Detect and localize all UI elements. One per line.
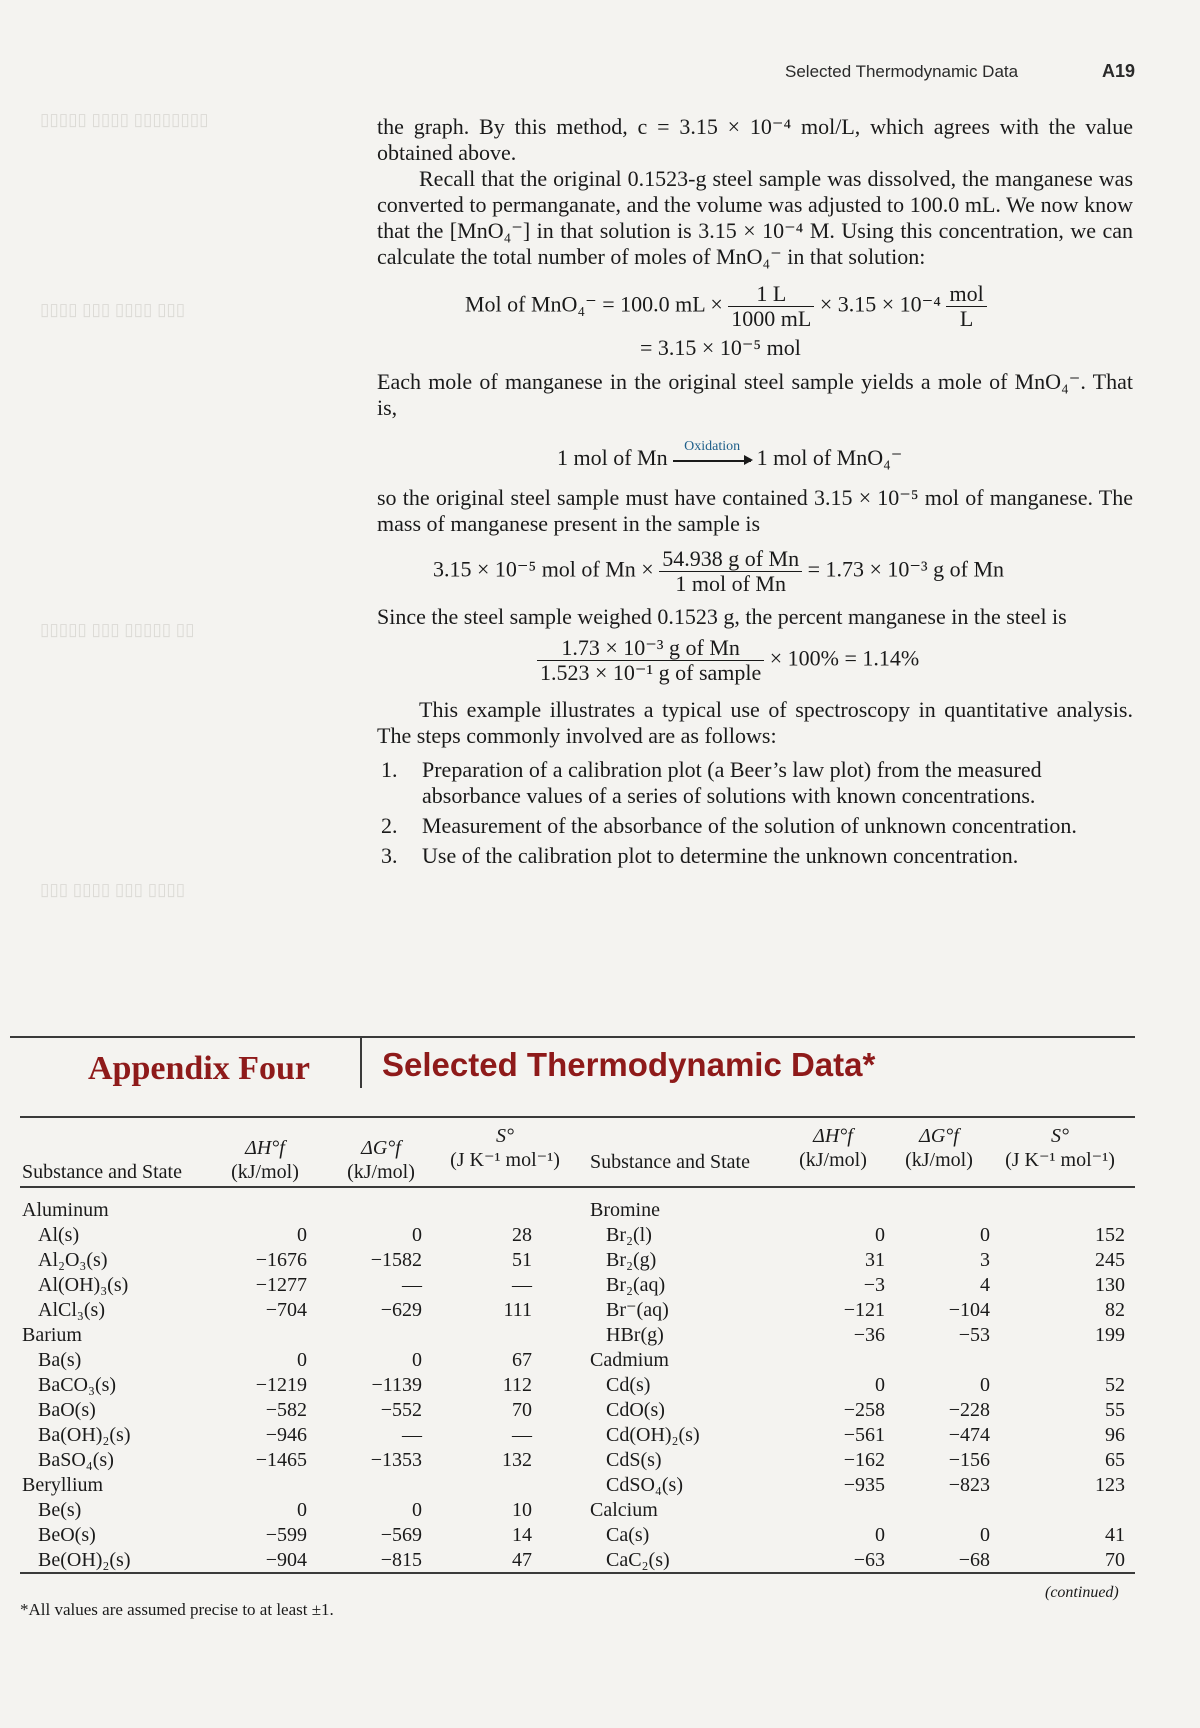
running-header xyxy=(760,58,1140,86)
column-header-substance: Substance and State xyxy=(22,1161,182,1183)
list-number: 1. xyxy=(381,757,398,782)
appendix-label: Appendix Four xyxy=(88,1050,310,1087)
reaction-arrow xyxy=(673,439,751,462)
enthalpy-value: −561 xyxy=(843,1424,885,1446)
substance-name: BeO(s) xyxy=(38,1524,96,1546)
enthalpy-value: −1219 xyxy=(255,1374,307,1396)
bleed-through-text: ▯▯▯▯▯ ▯▯▯ ▯▯▯▯▯ ▯▯ xyxy=(40,620,195,639)
substance-name: BaCO₃(s) xyxy=(38,1374,117,1396)
entropy-value: 111 xyxy=(503,1299,532,1321)
header-unit: (kJ/mol) xyxy=(347,1161,415,1183)
equation-term: 3.15 × 10⁻⁵ mol of Mn × xyxy=(433,556,654,582)
gibbs-value: −53 xyxy=(958,1324,990,1346)
paragraph: the graph. By this method, c = 3.15 × 10⁻⁴ mol/L, which agrees with the value obtained above. xyxy=(377,114,1133,165)
entropy-value: 130 xyxy=(1095,1274,1125,1296)
column-header-enthalpy xyxy=(790,1124,876,1172)
element-group-name: Bromine xyxy=(590,1199,660,1221)
enthalpy-value: −63 xyxy=(853,1549,885,1571)
section-rule xyxy=(10,1036,1135,1038)
substance-name: AlCl₃(s) xyxy=(38,1299,105,1321)
substance-name: Be(OH)₂(s) xyxy=(38,1549,131,1571)
table-row xyxy=(590,1373,1135,1398)
table-row xyxy=(590,1273,1135,1298)
entropy-value: 67 xyxy=(512,1349,532,1371)
table-row xyxy=(590,1548,1135,1573)
list-text: Measurement of the absorbance of the solution of unknown concentration. xyxy=(422,813,1077,838)
substance-name: Al₂O₃(s) xyxy=(38,1249,108,1271)
entropy-value: — xyxy=(512,1274,532,1296)
gibbs-value: −104 xyxy=(948,1299,990,1321)
column-header-entropy xyxy=(440,1124,570,1172)
gibbs-value: 0 xyxy=(412,1224,422,1246)
equation-term: × 3.15 × 10⁻⁴ xyxy=(819,291,941,317)
element-group-name: Cadmium xyxy=(590,1349,669,1371)
header-unit: (kJ/mol) xyxy=(799,1149,867,1171)
steps-list xyxy=(377,757,1133,869)
header-unit: (kJ/mol) xyxy=(905,1149,973,1171)
enthalpy-value: 0 xyxy=(297,1349,307,1371)
arrow-icon xyxy=(673,460,751,462)
table-rule-top xyxy=(20,1116,1135,1118)
fraction xyxy=(537,636,764,685)
substance-name: Be(s) xyxy=(38,1499,82,1521)
table-row xyxy=(22,1348,582,1373)
table-row xyxy=(590,1473,1135,1498)
fraction-denominator: 1.523 × 10⁻¹ g of sample xyxy=(540,660,762,685)
entropy-value: 132 xyxy=(502,1449,532,1471)
entropy-value: 152 xyxy=(1095,1224,1125,1246)
entropy-value: 123 xyxy=(1095,1474,1125,1496)
entropy-value: 10 xyxy=(512,1499,532,1521)
entropy-value: 96 xyxy=(1105,1424,1125,1446)
entropy-value: 41 xyxy=(1105,1524,1125,1546)
appendix-title: Selected Thermodynamic Data* xyxy=(382,1046,876,1083)
table-row xyxy=(22,1223,582,1248)
enthalpy-value: 31 xyxy=(865,1249,885,1271)
enthalpy-value: −1676 xyxy=(255,1249,307,1271)
entropy-value: 245 xyxy=(1095,1249,1125,1271)
enthalpy-value: 0 xyxy=(875,1524,885,1546)
header-symbol: ΔG°f xyxy=(919,1125,959,1147)
table-row xyxy=(590,1248,1135,1273)
enthalpy-value: −3 xyxy=(863,1274,885,1296)
enthalpy-value: −121 xyxy=(843,1299,885,1321)
entropy-value: 70 xyxy=(1105,1549,1125,1571)
gibbs-value: — xyxy=(402,1274,422,1296)
element-group-name: Aluminum xyxy=(22,1199,109,1221)
list-text: Preparation of a calibration plot (a Beer’s law plot) from the measured absorbance values of a series of solutions with known concentrations. xyxy=(422,757,1042,808)
gibbs-value: 4 xyxy=(980,1274,990,1296)
equation-mass-manganese xyxy=(433,547,1133,596)
fraction-numerator: mol xyxy=(946,282,986,307)
table-row xyxy=(590,1448,1135,1473)
enthalpy-value: 0 xyxy=(297,1224,307,1246)
paragraph: so the original steel sample must have contained 3.15 × 10⁻⁵ mol of manganese. The mass of manganese present in the sample is xyxy=(377,485,1133,536)
substance-name: Cd(OH)₂(s) xyxy=(606,1424,700,1446)
fraction-numerator: 1.73 × 10⁻³ g of Mn xyxy=(537,636,764,661)
arrow-label: Oxidation xyxy=(684,439,741,455)
bleed-through-text: ▯▯▯▯▯ ▯▯▯▯ ▯▯▯▯▯▯▯▯ xyxy=(40,110,209,129)
gibbs-value: −815 xyxy=(380,1549,422,1571)
header-symbol: S° xyxy=(1051,1125,1069,1147)
column-header-entropy xyxy=(995,1124,1125,1172)
paragraph: This example illustrates a typical use of spectroscopy in quantitative analysis. The steps commonly involved are as follows: xyxy=(377,697,1133,748)
fraction-numerator: 1 L xyxy=(728,282,814,307)
header-symbol: ΔG°f xyxy=(361,1137,401,1159)
entropy-value: 28 xyxy=(512,1224,532,1246)
heading-separator xyxy=(360,1036,362,1088)
gibbs-value: −68 xyxy=(958,1549,990,1571)
substance-name: BaO(s) xyxy=(38,1399,96,1421)
bleed-through-text: ▯▯▯ ▯▯▯▯ ▯▯▯ ▯▯▯▯ xyxy=(40,880,186,899)
list-number: 3. xyxy=(381,843,398,868)
substance-name: Br₂(g) xyxy=(606,1249,657,1271)
table-row xyxy=(590,1223,1135,1248)
equation-term: 1 mol of MnO₄⁻ xyxy=(756,445,903,470)
substance-name: Br₂(aq) xyxy=(606,1274,666,1296)
gibbs-value: 0 xyxy=(980,1224,990,1246)
substance-name: Al(OH)₃(s) xyxy=(38,1274,129,1296)
table-row xyxy=(590,1523,1135,1548)
equation-term: = 3.15 × 10⁻⁵ mol xyxy=(640,335,801,360)
entropy-value: 65 xyxy=(1105,1449,1125,1471)
equation-moles-permanganate xyxy=(465,282,1133,331)
header-symbol: ΔH°f xyxy=(813,1125,853,1147)
substance-name: HBr(g) xyxy=(606,1324,664,1346)
table-row xyxy=(590,1423,1135,1448)
entropy-value: 14 xyxy=(512,1524,532,1546)
equation-term: Mol of MnO₄⁻ = 100.0 mL × xyxy=(465,291,723,317)
fraction xyxy=(946,282,986,331)
enthalpy-value: 0 xyxy=(875,1374,885,1396)
gibbs-value: −569 xyxy=(380,1524,422,1546)
enthalpy-value: −1277 xyxy=(255,1274,307,1296)
list-number: 2. xyxy=(381,813,398,838)
table-row xyxy=(22,1548,582,1573)
gibbs-value: −474 xyxy=(948,1424,990,1446)
table-row xyxy=(22,1273,582,1298)
table-group-row xyxy=(22,1323,582,1348)
substance-name: Ba(s) xyxy=(38,1349,82,1371)
equation-percent-manganese xyxy=(537,636,1133,685)
equation-term: = 1.73 × 10⁻³ g of Mn xyxy=(807,556,1005,582)
entropy-value: 112 xyxy=(502,1374,532,1396)
table-rule-header xyxy=(20,1186,1135,1188)
column-header-gibbs xyxy=(896,1124,982,1172)
substance-name: CdS(s) xyxy=(606,1449,662,1471)
column-header-substance: Substance and State xyxy=(590,1151,750,1173)
gibbs-value: — xyxy=(402,1424,422,1446)
equation-result xyxy=(640,335,1133,361)
gibbs-value: 0 xyxy=(980,1524,990,1546)
paragraph: Since the steel sample weighed 0.1523 g, the percent manganese in the steel is xyxy=(377,604,1067,629)
substance-name: Al(s) xyxy=(38,1224,80,1246)
enthalpy-value: −704 xyxy=(265,1299,307,1321)
fraction-denominator: 1000 mL xyxy=(731,306,812,331)
entropy-value: 82 xyxy=(1105,1299,1125,1321)
enthalpy-value: −162 xyxy=(843,1449,885,1471)
gibbs-value: −1353 xyxy=(370,1449,422,1471)
paragraph: Recall that the original 0.1523-g steel sample was dissolved, the manganese was converted to permanganate, and the volume was adjusted to 100.0 mL. We now know that the [MnO₄⁻] in that solution is 3.15 × 10⁻⁴ M. Using this concentration, we can calculate the total number of moles of MnO₄⁻ in that solution: xyxy=(377,166,1133,269)
enthalpy-value: −1465 xyxy=(255,1449,307,1471)
enthalpy-value: 0 xyxy=(297,1499,307,1521)
table-rule-bottom xyxy=(20,1572,1135,1574)
table-row xyxy=(22,1248,582,1273)
equation-term: × 100% = 1.14% xyxy=(769,645,920,671)
element-group-name: Beryllium xyxy=(22,1474,104,1496)
substance-name: BaSO₄(s) xyxy=(38,1449,114,1471)
table-row xyxy=(22,1373,582,1398)
list-item xyxy=(377,813,1133,839)
enthalpy-value: 0 xyxy=(875,1224,885,1246)
equation-oxidation xyxy=(557,439,1133,471)
column-header-gibbs xyxy=(338,1136,424,1184)
enthalpy-value: −36 xyxy=(853,1324,885,1346)
entropy-value: 51 xyxy=(512,1249,532,1271)
gibbs-value: −823 xyxy=(948,1474,990,1496)
entropy-value: 70 xyxy=(512,1399,532,1421)
table-left-half xyxy=(22,1198,582,1573)
table-row xyxy=(590,1323,1135,1348)
substance-name: Ca(s) xyxy=(606,1524,650,1546)
enthalpy-value: −582 xyxy=(265,1399,307,1421)
table-row xyxy=(590,1398,1135,1423)
bleed-through-text: ▯▯▯▯ ▯▯▯ ▯▯▯▯ ▯▯▯ xyxy=(40,300,186,319)
gibbs-value: 0 xyxy=(412,1499,422,1521)
enthalpy-value: −935 xyxy=(843,1474,885,1496)
enthalpy-value: −258 xyxy=(843,1399,885,1421)
fraction xyxy=(728,282,814,331)
header-unit: (kJ/mol) xyxy=(231,1161,299,1183)
substance-name: CaC₂(s) xyxy=(606,1549,670,1571)
entropy-value: 47 xyxy=(512,1549,532,1571)
enthalpy-value: −904 xyxy=(265,1549,307,1571)
gibbs-value: −629 xyxy=(380,1299,422,1321)
equation-term: 1 mol of Mn xyxy=(557,445,668,470)
table-group-row xyxy=(590,1348,1135,1373)
table-group-row xyxy=(22,1198,582,1223)
table-footnote: *All values are assumed precise to at least ±1. xyxy=(20,1600,334,1619)
substance-name: Cd(s) xyxy=(606,1374,651,1396)
fraction-denominator: L xyxy=(959,306,974,331)
list-item xyxy=(377,843,1133,869)
paragraph: Each mole of manganese in the original steel sample yields a mole of MnO₄⁻. That is, xyxy=(377,369,1133,420)
element-group-name: Calcium xyxy=(590,1499,658,1521)
header-symbol: ΔH°f xyxy=(245,1137,285,1159)
table-row xyxy=(22,1498,582,1523)
substance-name: Br⁻(aq) xyxy=(606,1299,669,1321)
enthalpy-value: −599 xyxy=(265,1524,307,1546)
substance-name: CdO(s) xyxy=(606,1399,665,1421)
entropy-value: 52 xyxy=(1105,1374,1125,1396)
table-row xyxy=(22,1398,582,1423)
gibbs-value: 0 xyxy=(412,1349,422,1371)
enthalpy-value: −946 xyxy=(265,1424,307,1446)
table-row xyxy=(22,1523,582,1548)
entropy-value: — xyxy=(512,1424,532,1446)
table-group-row xyxy=(590,1198,1135,1223)
body-text xyxy=(377,114,1133,873)
entropy-value: 199 xyxy=(1095,1324,1125,1346)
running-title: Selected Thermodynamic Data xyxy=(785,62,1019,81)
fraction xyxy=(659,547,802,596)
fraction-denominator: 1 mol of Mn xyxy=(675,571,786,596)
table-group-row xyxy=(22,1473,582,1498)
table-group-row xyxy=(590,1498,1135,1523)
gibbs-value: 3 xyxy=(980,1249,990,1271)
header-unit: (J K⁻¹ mol⁻¹) xyxy=(450,1149,560,1171)
entropy-value: 55 xyxy=(1105,1399,1125,1421)
table-row xyxy=(22,1298,582,1323)
gibbs-value: −156 xyxy=(948,1449,990,1471)
header-unit: (J K⁻¹ mol⁻¹) xyxy=(1005,1149,1115,1171)
element-group-name: Barium xyxy=(22,1324,82,1346)
table-row xyxy=(22,1448,582,1473)
fraction-numerator: 54.938 g of Mn xyxy=(659,547,802,572)
substance-name: Br₂(l) xyxy=(606,1224,652,1246)
table-row xyxy=(590,1298,1135,1323)
gibbs-value: −552 xyxy=(380,1399,422,1421)
list-item xyxy=(377,757,1133,809)
page-number: A19 xyxy=(1101,61,1135,81)
gibbs-value: −228 xyxy=(948,1399,990,1421)
gibbs-value: −1582 xyxy=(370,1249,422,1271)
header-symbol: S° xyxy=(496,1125,514,1147)
table-right-half xyxy=(590,1198,1135,1573)
column-header-enthalpy xyxy=(222,1136,308,1184)
continued-note: (continued) xyxy=(1045,1584,1119,1601)
substance-name: CdSO₄(s) xyxy=(606,1474,683,1496)
substance-name: Ba(OH)₂(s) xyxy=(38,1424,131,1446)
gibbs-value: −1139 xyxy=(371,1374,422,1396)
gibbs-value: 0 xyxy=(980,1374,990,1396)
list-text: Use of the calibration plot to determine the unknown concentration. xyxy=(422,843,1019,868)
table-row xyxy=(22,1423,582,1448)
